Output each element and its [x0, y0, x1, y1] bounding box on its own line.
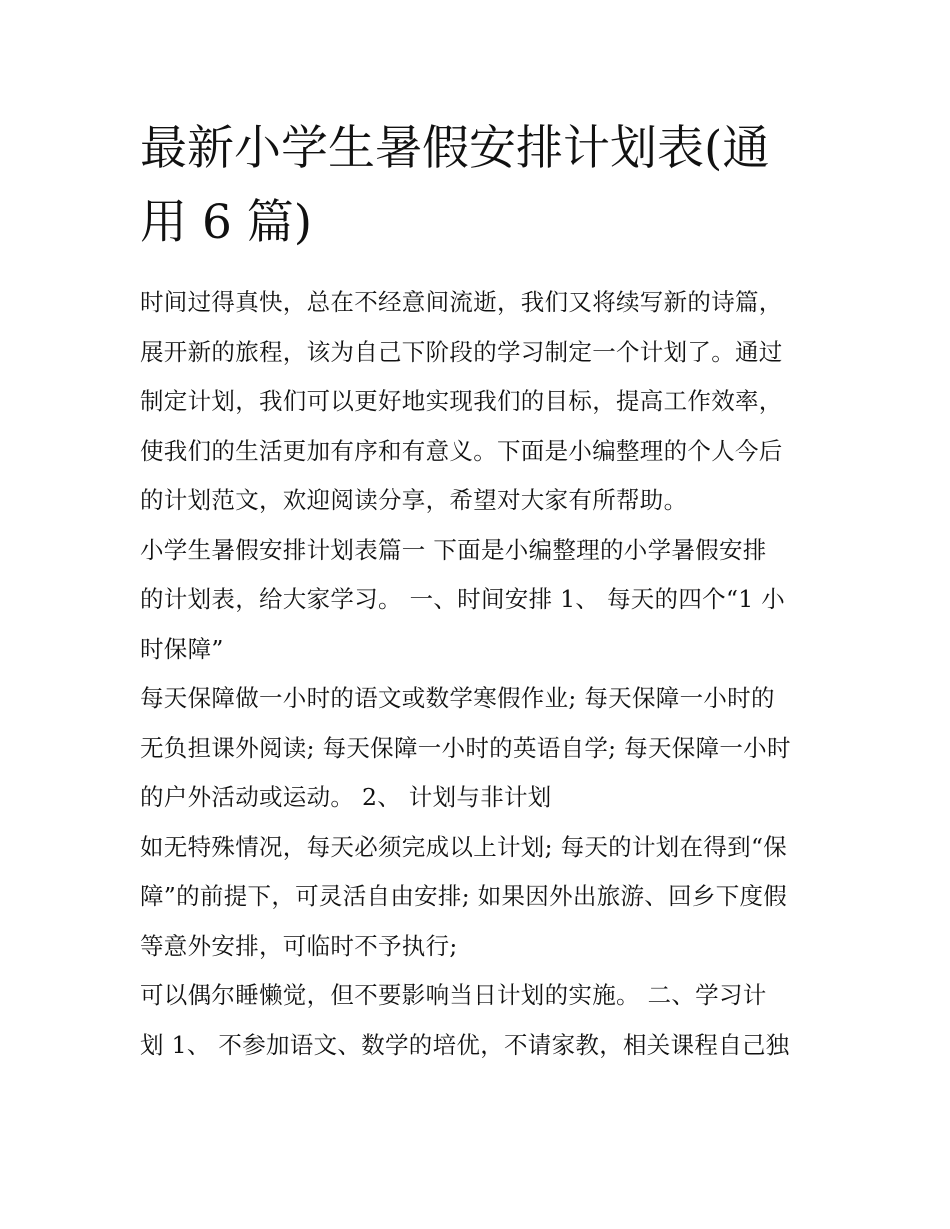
text-line: 每天保障做一小时的语文或数学寒假作业; 每天保障一小时的	[140, 684, 775, 712]
text-line: 展开新的旅程，该为自己下阶段的学习制定一个计划了。通过	[140, 337, 783, 366]
text-line: 划 1、 不参加语文、数学的培优，不请家教，相关课程自己独	[140, 1030, 790, 1059]
text-line: 时保障”	[140, 634, 224, 663]
text-line: 使我们的生活更加有序和有意义。下面是小编整理的个人今后	[140, 436, 783, 465]
text-line: 小学生暑假安排计划表篇一 下面是小编整理的小学暑假安排	[140, 535, 767, 564]
text-line: 障”的前提下，可灵活自由安排; 如果因外出旅游、回乡下度假	[140, 882, 788, 910]
document-title	[140, 112, 812, 260]
text-line: 的计划表，给大家学习。 一、时间安排 1、 每天的四个“1 小	[140, 585, 786, 613]
text-line: 可以偶尔睡懒觉，但不要影响当日计划的实施。 二、学习计	[140, 981, 767, 1009]
text-line: 的计划范文，欢迎阅读分享，希望对大家有所帮助。	[140, 486, 688, 514]
document-text	[140, 278, 812, 1070]
title-line: 用 6 篇)	[140, 195, 313, 250]
text-line: 如无特殊情况，每天必须完成以上计划; 每天的计划在得到“保	[140, 832, 788, 861]
title-line: 最新小学生暑假安排计划表(通	[140, 121, 770, 176]
text-line: 无负担课外阅读; 每天保障一小时的英语自学; 每天保障一小时	[140, 733, 791, 762]
text-line: 制定计划，我们可以更好地实现我们的目标，提高工作效率，	[140, 387, 783, 415]
document-body	[140, 112, 812, 1070]
text-line: 等意外安排，可临时不予执行;	[140, 931, 458, 960]
text-line: 时间过得真快，总在不经意间流逝，我们又将续写新的诗篇，	[140, 288, 783, 316]
text-line: 的户外活动或运动。 2、 计划与非计划	[140, 783, 552, 811]
